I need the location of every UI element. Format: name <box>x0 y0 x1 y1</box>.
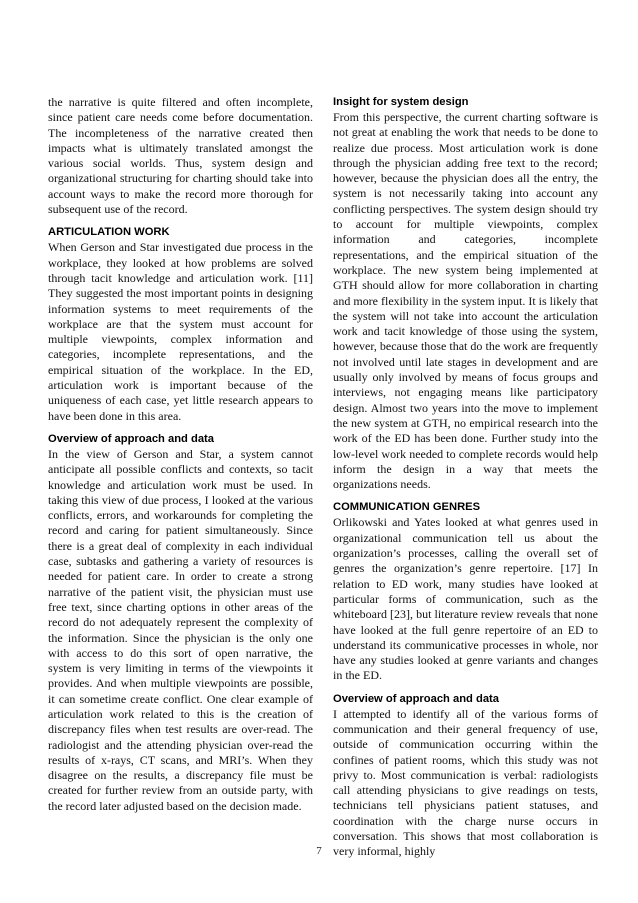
paragraph-articulation-work: When Gerson and Star investigated due process in the workplace, they looked at how problems are solved through tacit knowledge and articulation work. [11] They suggested the most important points in designing information systems to meet requirements of the workplace are that the system must account for multiple viewpoints, complex information and categories, incomplete representations, and the empirical situation of the workplace. In the ED, articulation work is important because of the uniqueness of each case, yet little research appears to have been done in this area. <box>48 240 313 423</box>
heading-overview-approach-data: Overview of approach and data <box>48 432 214 445</box>
paragraph-overview-approach-data: In the view of Gerson and Star, a system cannot anticipate all possible conflicts and contexts, so tacit knowledge and articulation work must be used. In taking this view of due process, I looked at the various conflicts, errors, and workarounds for completing the record and caring for patient simultaneously. Since there is a great deal of complexity in each individual case, subtasks and gathering a variety of resources is needed for patient care. In order to create a strong narrative of the patient visit, the physician must use free text, since charting options in other areas of the record do not adequately represent the complexity of the information. Since the physician is the only one with access to do this sort of open narrative, the system is very limiting in terms of the viewpoints it provides. And when multiple viewpoints are possible, it can sometime create conflict. One clear example of articulation work related to this is the creation of discrepancy files when test results are over-read. The radiologist and the attending physician over-read the results of x-rays, CT scans, and MRI’s. When they disagree on the results, a discrepancy file must be created for further review from an outside party, with the record later adjusted based on the decision made. <box>48 446 313 813</box>
left-column <box>48 95 313 822</box>
paragraph-communication-genres: Orlikowski and Yates looked at what genres used in organizational communication tell us about the organization’s processes, calling the overall set of genres the organization’s genre repertoire. [17] In relation to ED work, many studies have looked at particular forms of communication, such as the whiteboard [23], but literature review reveals that none have looked at the full genre repertoire of an ED to understand its communicative processes in whole, nor have any studies looked at genre variants and changes in the ED. <box>333 515 598 683</box>
heading-insight-system-design: Insight for system design <box>333 96 469 108</box>
heading-articulation-work: ARTICULATION WORK <box>48 226 170 239</box>
page-number: 7 <box>316 845 322 857</box>
paragraph-insight-system-design: From this perspective, the current charting software is not great at enabling the work that needs to be done to realize due process. Most articulation work is done through the physician adding free text to the record; however, because the physician does all the entry, the system is not necessarily taking into account any conflicting perspectives. The system design should try to account for multiple viewpoints, complex information and categories, incomplete representations, and the empirical situation of the workplace. The new system being implemented at GTH should allow for more collaboration in charting and more flexibility in the system input. It is likely that the system will not take into account the articulation work and tacit knowledge of those using the system, however, because those that do the work are frequently not involved until late stages in development and are usually only involved by means of focus groups and interviews, not engaging means like participatory design. Almost two years into the move to implement the new system at GTH, no empirical research into the work of the ED has been done. Further study into the low-level work needed to complete records would help inform the design in a way that meets the organizations needs. <box>333 110 598 492</box>
right-column <box>333 95 598 868</box>
heading-overview-approach-data-2: Overview of approach and data <box>333 692 499 705</box>
heading-communication-genres: COMMUNICATION GENRES <box>333 501 481 514</box>
paragraph-overview-approach-data-2: I attempted to identify all of the various forms of communication and their general frequency of use, outside of communication occurring within the confines of patient rooms, which this study was not privy to. Most communication is verbal: radiologists call attending physicians to give readings on tests, technicians tell physicians patient statuses, and coordination with the charge nurse occurs in conversation. This shows that most collaboration is very informal, highly <box>333 706 598 859</box>
paragraph-narrative: the narrative is quite filtered and often incomplete, since patient care needs come before documentation. The incompleteness of the narrative created then impacts what is ultimately translated amongst the various social worlds. Thus, system design and organizational structuring for charting should take into account ways to make the record more thorough for subsequent use of the record. <box>48 95 313 217</box>
